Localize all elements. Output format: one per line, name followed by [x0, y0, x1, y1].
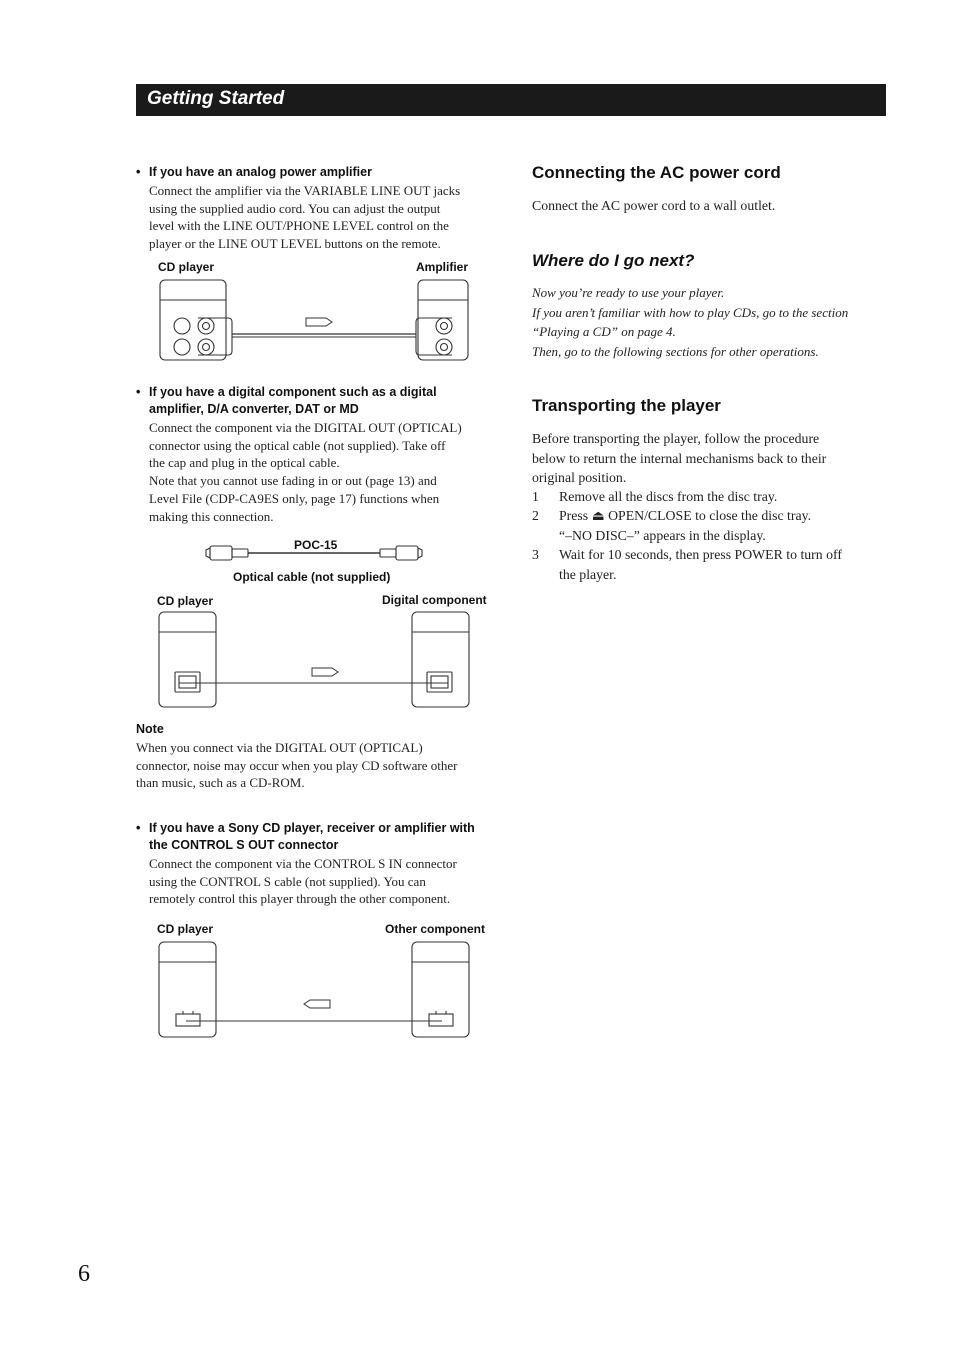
step-text: Remove all the discs from the disc tray.	[559, 489, 778, 504]
step-text-line: the player.	[559, 566, 617, 582]
step-text-line: Press ⏏ OPEN/CLOSE to close the disc tray.	[559, 508, 812, 523]
digital-component-unit-illustration	[412, 612, 469, 707]
optical-cable-model-label: POC-15	[294, 538, 338, 552]
cd-player-unit-illustration	[159, 942, 216, 1037]
digital-heading-line: amplifier, D/A converter, DAT or MD	[149, 402, 359, 416]
note-body-line: connector, noise may occur when you play CD software other	[136, 757, 458, 773]
where-next-line: If you aren’t familiar with how to play CDs, go to the section	[532, 304, 849, 320]
step-text-line: “–NO DISC–” appears in the display.	[559, 527, 766, 543]
note-body	[136, 739, 506, 792]
ac-power-heading: Connecting the AC power cord	[532, 163, 781, 182]
control-s-diagram-left-label: CD player	[157, 922, 214, 936]
signal-direction-arrow-icon	[312, 668, 338, 676]
step-text	[559, 506, 894, 545]
transport-intro	[532, 429, 902, 488]
section-header-bar	[136, 84, 886, 116]
digital-body-line: connector using the optical cable (not supplied). Take off	[149, 437, 446, 453]
audio-cord-illustration	[198, 318, 452, 355]
digital-body	[149, 419, 509, 525]
digital-body-line: the cap and plug in the optical cable.	[149, 455, 340, 471]
analog-body-line: level with the LINE OUT/PHONE LEVEL control on the	[149, 218, 449, 234]
page-number: 6	[78, 1261, 90, 1287]
analog-body-line: using the supplied audio cord. You can adjust the output	[149, 200, 441, 216]
where-next-heading: Where do I go next?	[532, 251, 695, 270]
digital-body-line: Level File (CDP-CA9ES only, page 17) functions when	[149, 490, 440, 506]
transport-heading: Transporting the player	[532, 396, 721, 415]
control-s-heading-line: If you have a Sony CD player, receiver or amplifier with	[149, 821, 475, 835]
analog-body-line: Connect the amplifier via the VARIABLE LINE OUT jacks	[149, 183, 461, 198]
transport-step	[532, 545, 902, 585]
signal-direction-arrow-icon	[304, 1000, 330, 1008]
step-text	[559, 545, 894, 584]
transport-step	[532, 506, 902, 546]
where-next-body	[532, 283, 902, 361]
analog-diagram-left-label: CD player	[158, 260, 215, 274]
where-next-line: “Playing a CD” on page 4.	[532, 324, 676, 339]
analog-diagram-right-label: Amplifier	[416, 260, 469, 274]
step-number: 2	[532, 508, 539, 523]
transport-step	[532, 487, 902, 507]
optical-cable-caption: Optical cable (not supplied)	[233, 570, 391, 584]
digital-body-line: making this connection.	[149, 508, 274, 524]
note-title: Note	[136, 722, 164, 736]
cd-player-unit-illustration	[160, 280, 226, 360]
control-s-body	[149, 855, 509, 908]
control-s-body-line: using the CONTROL S cable (not supplied). You can	[149, 873, 426, 889]
step-number: 3	[532, 547, 539, 562]
ac-power-body: Connect the AC power cord to a wall outlet.	[532, 198, 776, 213]
digital-body-line: Connect the component via the DIGITAL OUT (OPTICAL)	[149, 420, 462, 435]
analog-heading-text: If you have an analog power amplifier	[149, 165, 372, 179]
control-s-connection-diagram	[150, 936, 480, 1042]
optical-cable-illustration	[200, 542, 440, 566]
where-next-line: Now you’re ready to use your player.	[532, 285, 725, 300]
transport-intro-line: Before transporting the player, follow the procedure	[532, 431, 820, 446]
analog-connection-diagram	[150, 276, 480, 368]
cd-player-unit-illustration	[159, 612, 216, 707]
signal-direction-arrow-icon	[306, 318, 332, 326]
digital-body-line: Note that you cannot use fading in or out (page 13) and	[149, 473, 437, 489]
where-next-line: Then, go to the following sections for other operations.	[532, 343, 819, 359]
transport-intro-line: below to return the internal mechanisms back to their	[532, 450, 827, 466]
transport-intro-line: original position.	[532, 470, 627, 485]
step-number: 1	[532, 489, 539, 504]
note-body-line: When you connect via the DIGITAL OUT (OPTICAL)	[136, 740, 423, 755]
control-s-heading-line: the CONTROL S OUT connector	[149, 838, 339, 852]
digital-diagram-left-label: CD player	[157, 594, 214, 608]
amplifier-unit-illustration	[418, 280, 468, 360]
step-text-line: Wait for 10 seconds, then press POWER to turn off	[559, 547, 842, 562]
digital-diagram-right-label: Digital component	[382, 593, 487, 607]
control-s-body-line: remotely control this player through the other component.	[149, 891, 451, 907]
analog-heading: • If you have an analog power amplifier	[136, 165, 372, 179]
section-title: Getting Started	[147, 88, 285, 109]
analog-body	[149, 182, 509, 253]
control-s-body-line: Connect the component via the CONTROL S IN connector	[149, 856, 457, 871]
digital-connection-diagram	[150, 606, 480, 712]
analog-body-line: player or the LINE OUT LEVEL buttons on the remote.	[149, 236, 441, 252]
note-body-line: than music, such as a CD-ROM.	[136, 775, 305, 791]
control-s-heading: • If you have a Sony CD player, receiver or amplifier with the CONTROL S OUT connector	[149, 820, 509, 854]
digital-heading-line: If you have a digital component such as a digital	[149, 385, 437, 399]
control-s-diagram-right-label: Other component	[385, 922, 486, 936]
digital-heading: • If you have a digital component such as a digital amplifier, D/A converter, DAT or MD	[149, 384, 499, 418]
other-component-unit-illustration	[412, 942, 469, 1037]
